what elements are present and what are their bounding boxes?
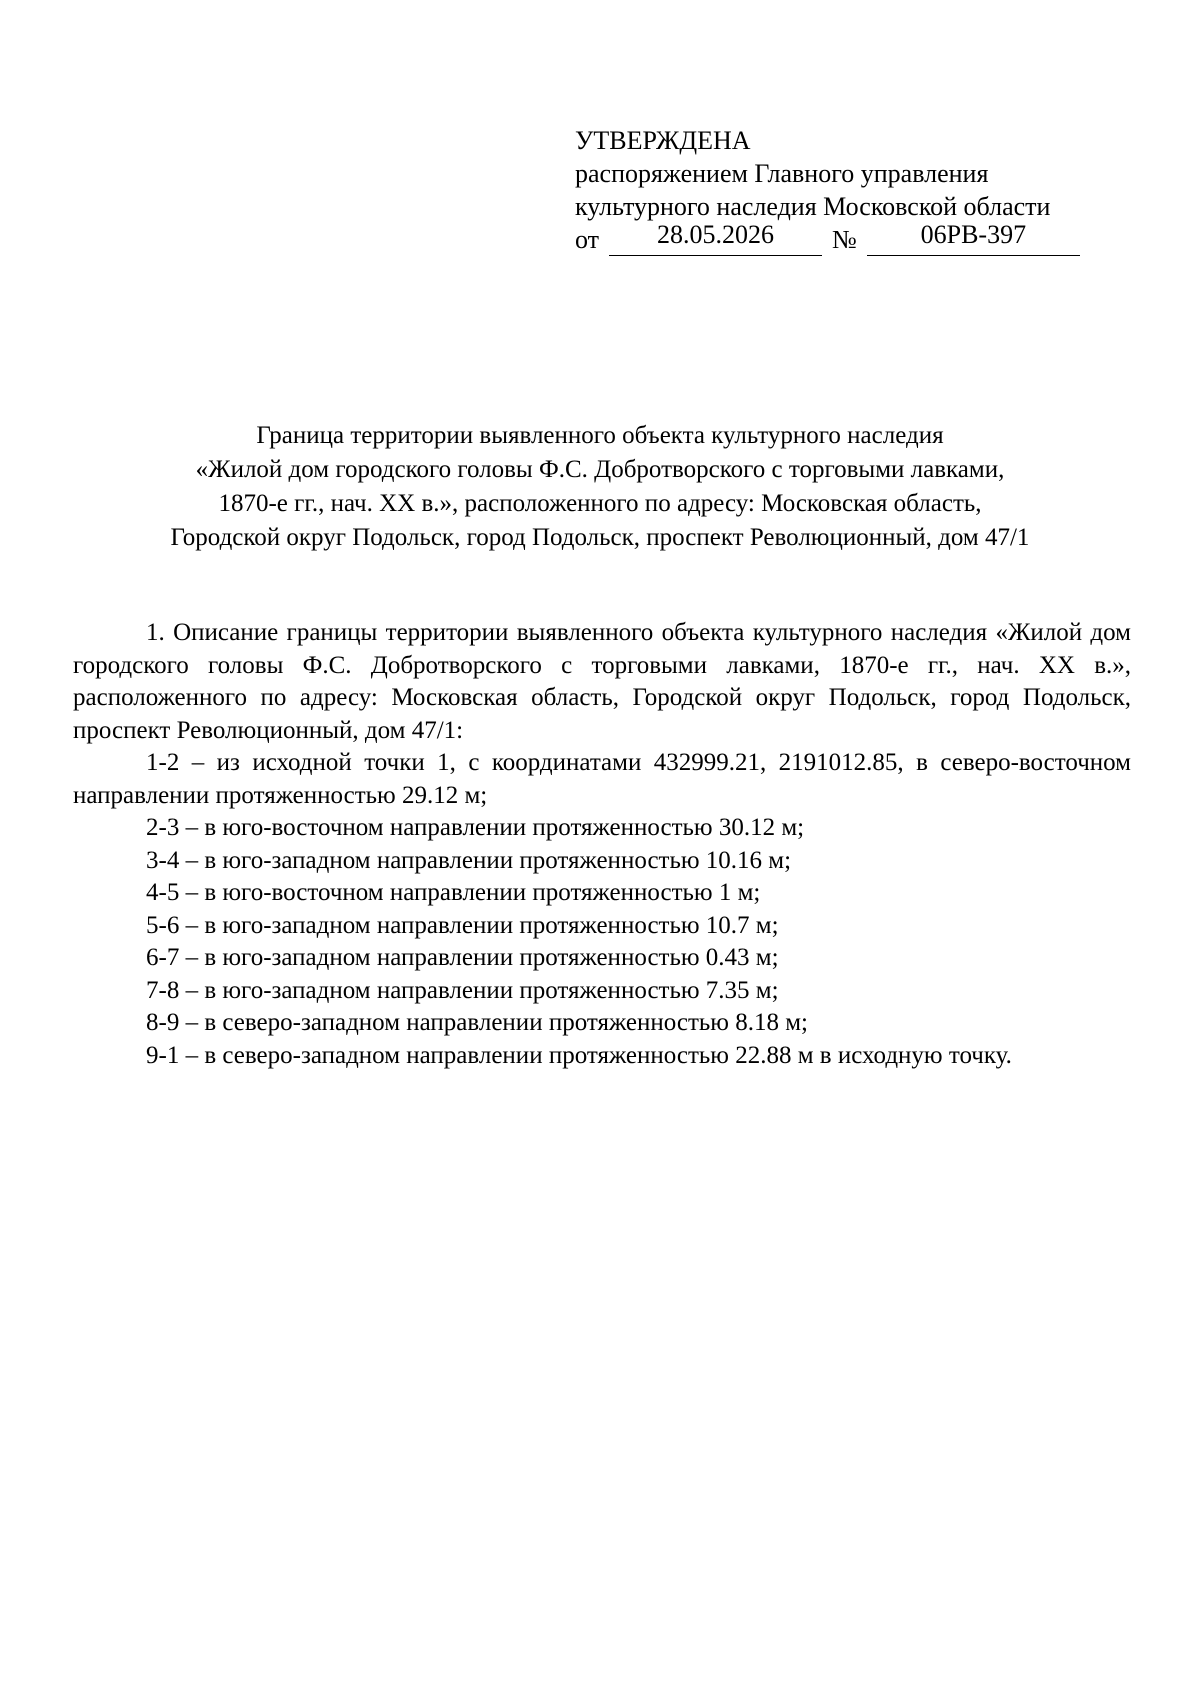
- title-line-1: Граница территории выявленного объекта культурного наследия: [256, 422, 944, 449]
- date-field: [609, 220, 822, 256]
- number-field: [867, 220, 1080, 256]
- number-label: №: [832, 225, 857, 254]
- boundary-segment: 7-8 – в юго-западном направлении протяженностью 7.35 м;: [146, 976, 779, 1004]
- approval-date-number-row: [575, 220, 1080, 256]
- title-line-2: «Жилой дом городского головы Ф.С. Добротворского с торговыми лавками,: [195, 456, 1005, 483]
- approval-heading: УТВЕРЖДЕНА: [575, 126, 751, 155]
- title-line-3: 1870-е гг., нач. XX в.», расположенного по адресу: Московская область,: [218, 490, 982, 517]
- boundary-segment: 9-1 – в северо-западном направлении протяженностью 22.88 м в исходную точку.: [146, 1041, 1012, 1069]
- date-label: от: [575, 225, 600, 254]
- boundary-segment: 2-3 – в юго-восточном направлении протяженностью 30.12 м;: [146, 814, 805, 841]
- boundary-segment: 6-7 – в юго-западном направлении протяженностью 0.43 м;: [146, 944, 779, 971]
- boundary-description: [73, 617, 1131, 1072]
- boundary-segment: 4-5 – в юго-восточном направлении протяженностью 1 м;: [146, 879, 761, 906]
- approval-stamp: [575, 124, 1080, 256]
- boundary-segment: 3-4 – в юго-западном направлении протяженностью 10.16 м;: [146, 846, 792, 874]
- description-intro: 1. Описание границы территории выявленного объекта культурного наследия «Жилой дом городского головы Ф.С. Добротворского с торговыми лавками, 1870-е гг., нач. XX в.», расположенного по адресу: Московская область, Городской округ Подольск, город Подольск, проспект Революционный, дом 47/1:: [73, 619, 1131, 744]
- number-value: 06РВ-397: [920, 220, 1027, 249]
- document-title: [90, 419, 1110, 555]
- title-line-4: Городской округ Подольск, город Подольск, проспект Революционный, дом 47/1: [170, 524, 1030, 551]
- approval-line-2: культурного наследия Московской области: [575, 192, 1051, 221]
- boundary-segment: 8-9 – в северо-западном направлении протяженностью 8.18 м;: [146, 1009, 808, 1036]
- approval-line-1: распоряжением Главного управления: [575, 159, 989, 188]
- boundary-segment-first: 1-2 – из исходной точки 1, с координатами 432999.21, 2191012.85, в северо-восточном направлении протяженностью 29.12 м;: [73, 749, 1131, 809]
- boundary-segment: 5-6 – в юго-западном направлении протяженностью 10.7 м;: [146, 911, 779, 939]
- date-value: 28.05.2026: [657, 220, 775, 249]
